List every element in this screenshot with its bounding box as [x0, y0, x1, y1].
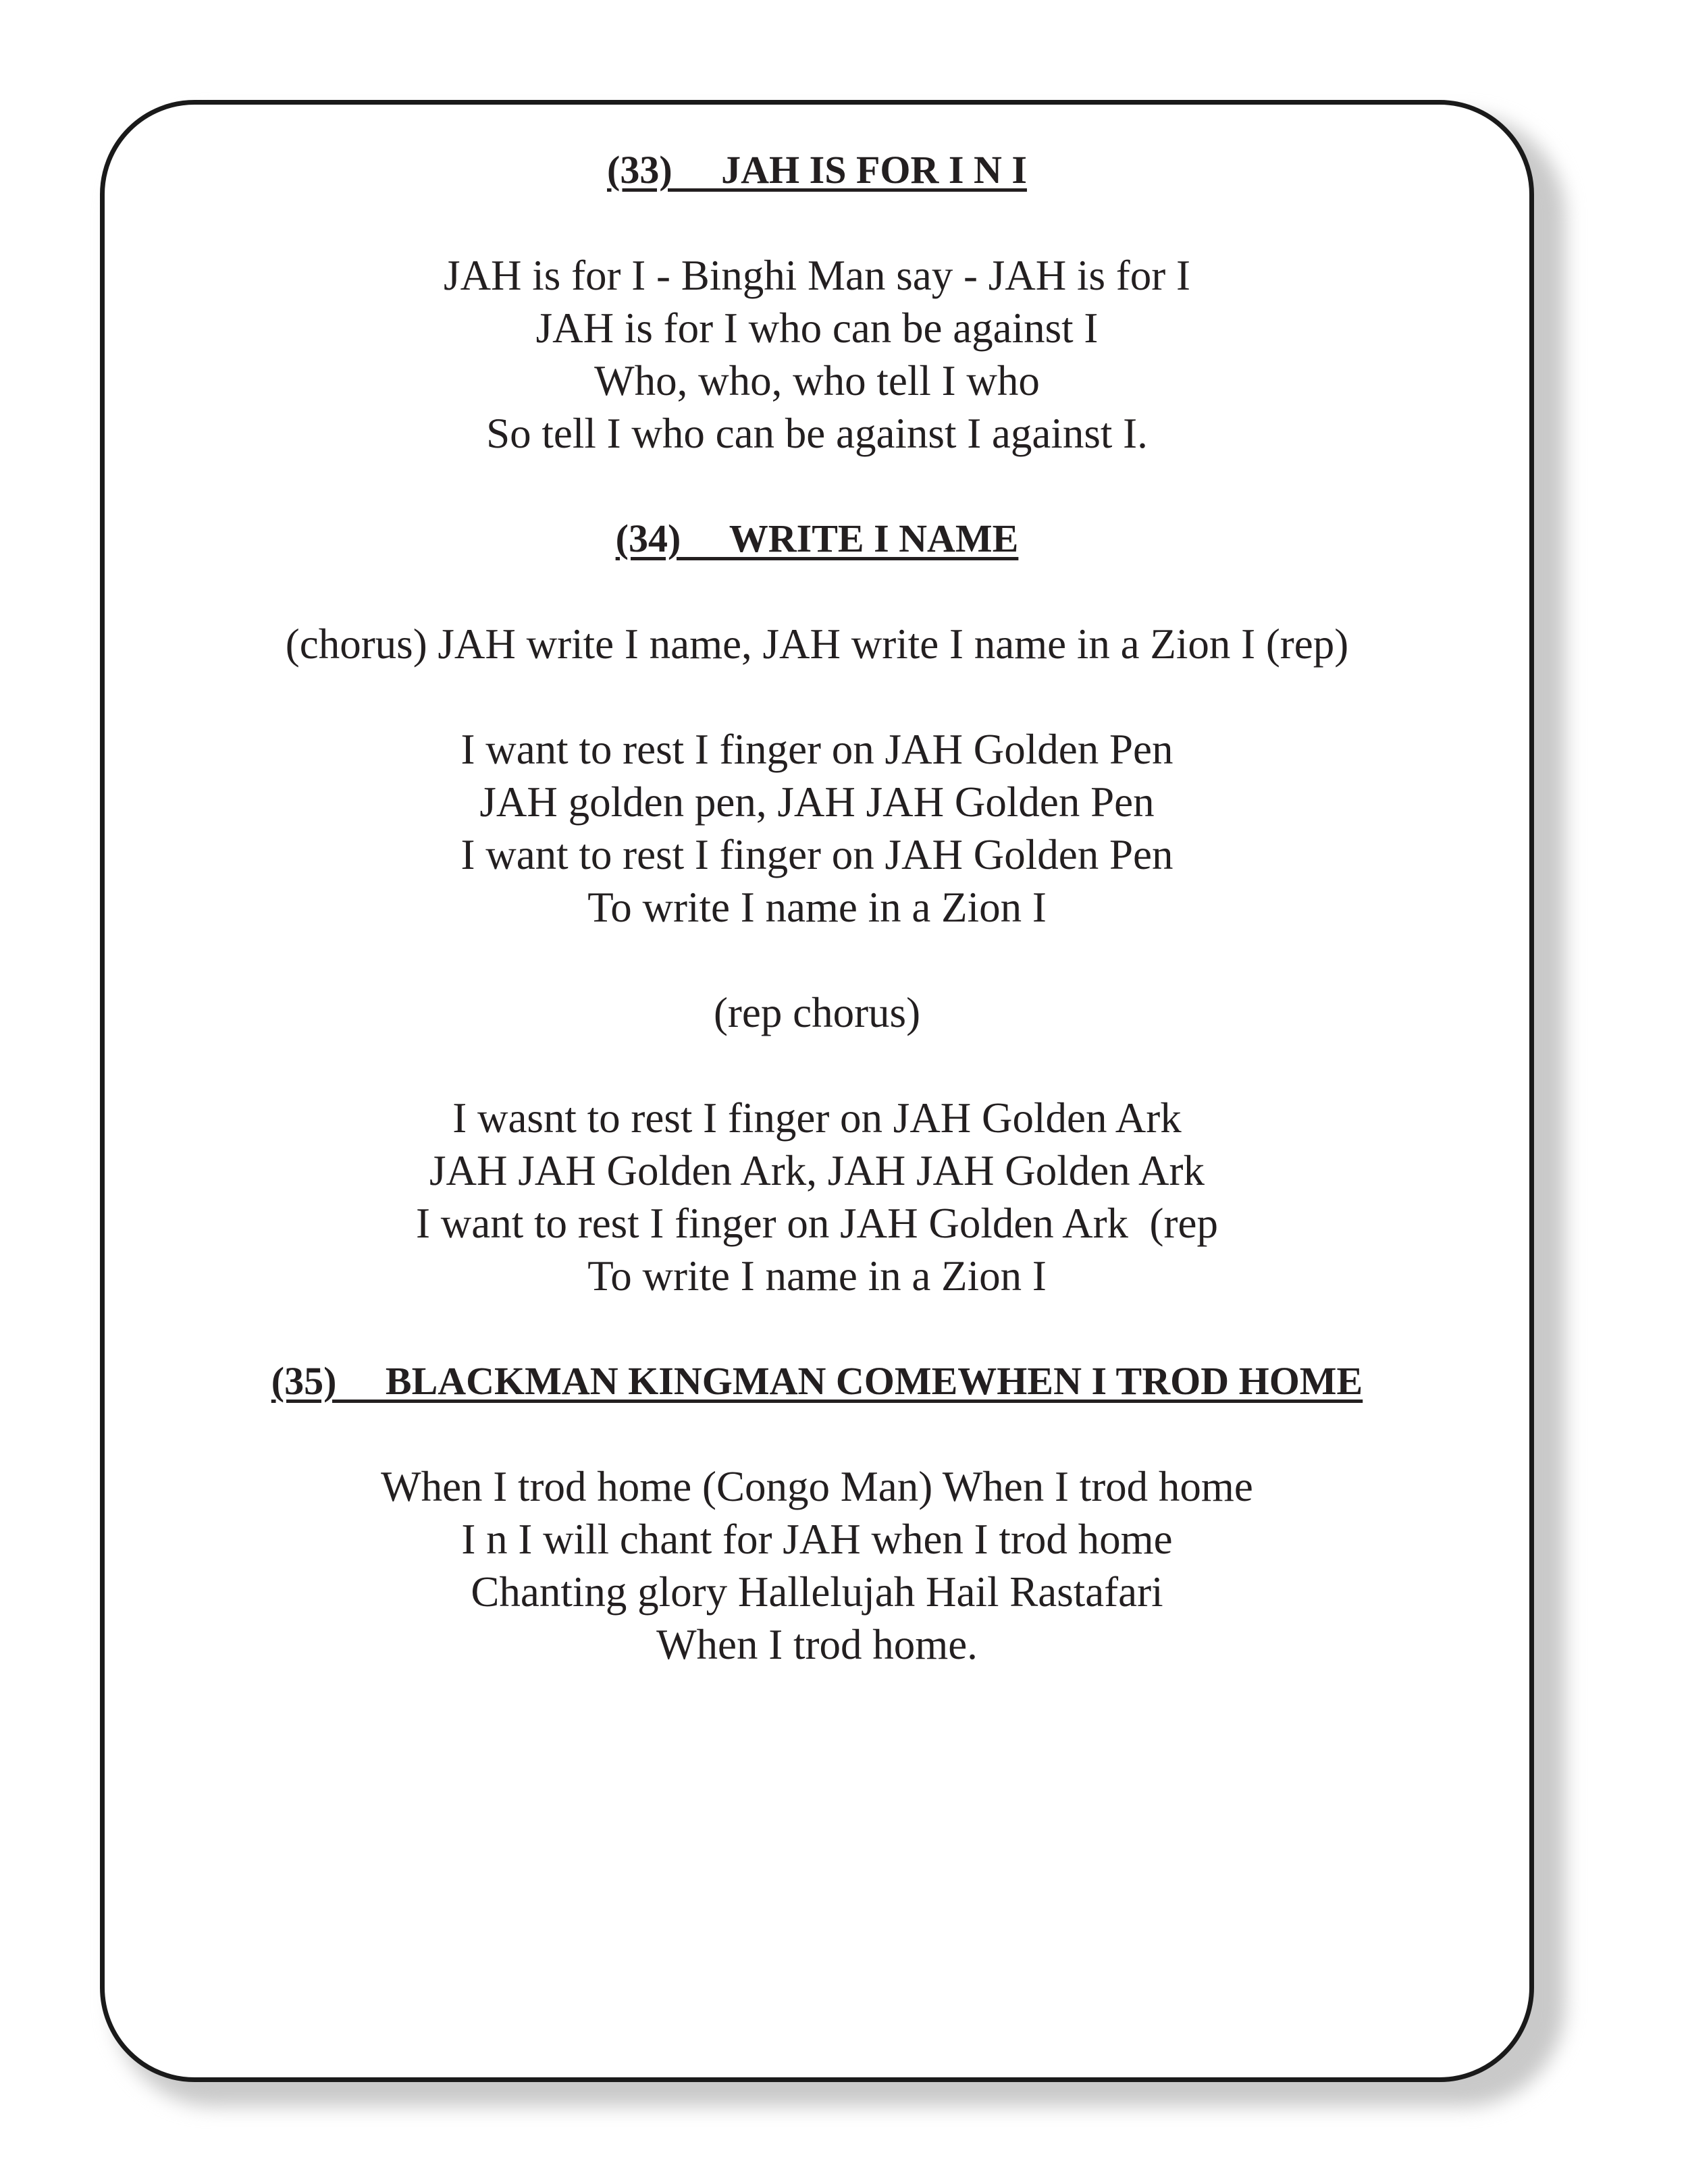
song-35-line: When I trod home.	[656, 1621, 978, 1668]
song-34-verse1-line: JAH golden pen, JAH JAH Golden Pen	[479, 778, 1155, 826]
song-33-line: JAH is for I - Binghi Man say - JAH is for I	[444, 252, 1190, 299]
song-34-verse2-line: I want to rest I finger on JAH Golden Ark (rep	[416, 1200, 1218, 1247]
song-34-verse2-line: JAH JAH Golden Ark, JAH JAH Golden Ark	[429, 1147, 1205, 1194]
song-34-verse2-line: I wasnt to rest I finger on JAH Golden Ark	[452, 1094, 1182, 1142]
song-34-verse1-line: I want to rest I finger on JAH Golden Pen	[460, 831, 1173, 878]
song-34-heading: (34) WRITE I NAME	[615, 516, 1019, 560]
song-35-line: I n I will chant for JAH when I trod home	[461, 1516, 1173, 1563]
song-33-line: Who, who, who tell I who	[594, 357, 1040, 404]
song-33	[100, 100, 1534, 460]
song-34	[100, 512, 1534, 1302]
song-34-chorus: (chorus) JAH write I name, JAH write I name in a Zion I (rep)	[285, 620, 1349, 668]
song-33-line: JAH is for I who can be against I	[535, 304, 1099, 352]
lyrics-content	[100, 100, 1534, 1671]
song-34-verse1-line: I want to rest I finger on JAH Golden Pen	[460, 726, 1173, 773]
song-33-line: So tell I who can be against I against I.	[486, 410, 1148, 457]
song-34-verse2-line: To write I name in a Zion I	[587, 1252, 1047, 1300]
song-34-rep-chorus: (rep chorus)	[713, 989, 921, 1036]
song-35-line: When I trod home (Congo Man) When I trod home	[381, 1463, 1253, 1510]
song-33-heading: (33) JAH IS FOR I N I	[607, 148, 1027, 192]
song-35	[100, 1355, 1534, 1671]
song-34-verse1-line: To write I name in a Zion I	[587, 884, 1047, 931]
song-35-heading: (35) BLACKMAN KINGMAN COMEWHEN I TROD HOME	[271, 1359, 1363, 1403]
song-35-line: Chanting glory Hallelujah Hail Rastafari	[471, 1568, 1163, 1616]
